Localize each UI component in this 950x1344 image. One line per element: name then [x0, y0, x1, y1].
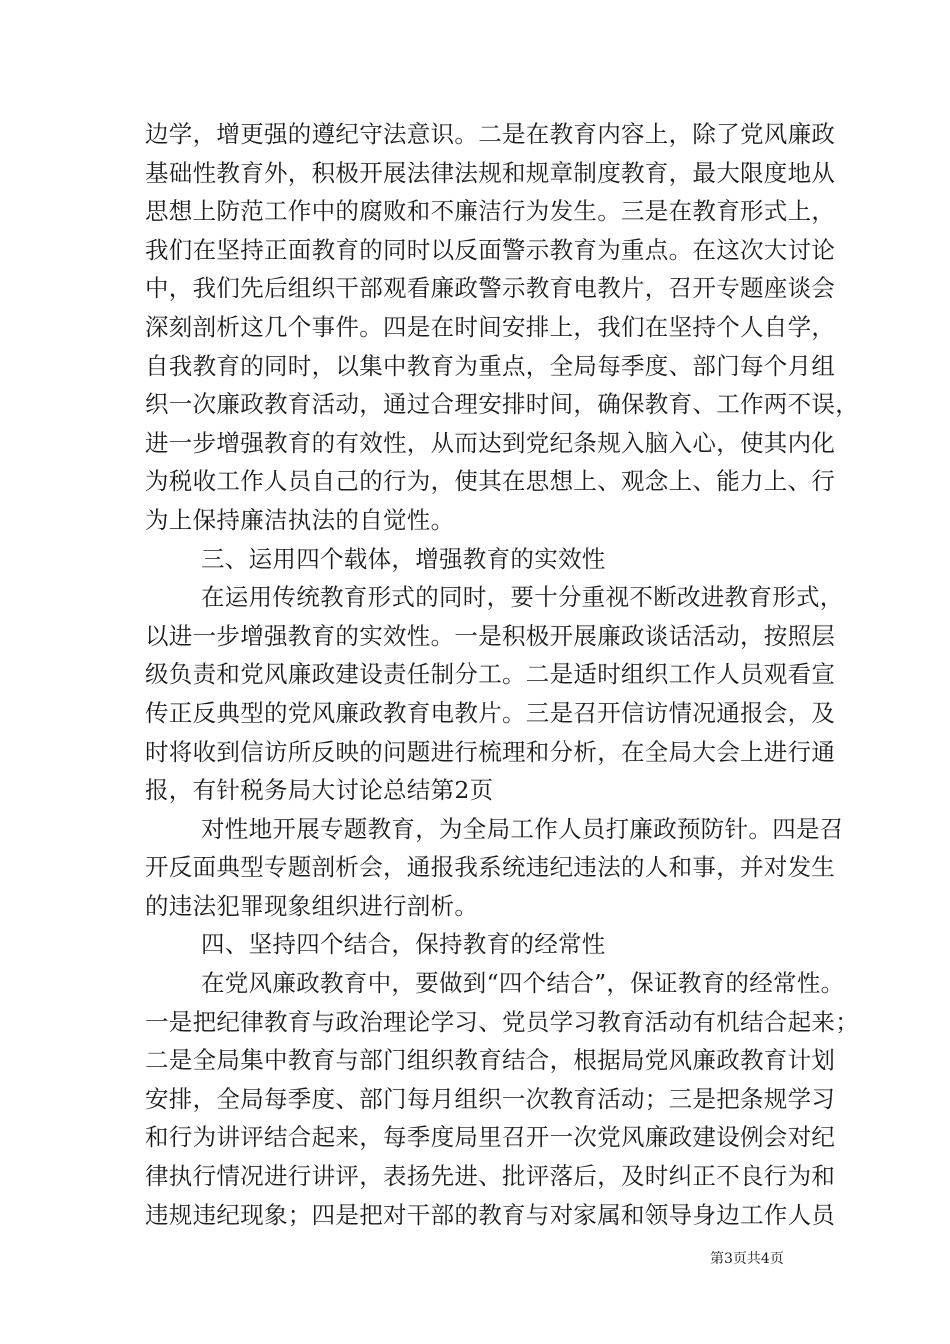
text-line: 的违法犯罪现象组织进行剖析。 [145, 891, 479, 920]
text-line: 安排，全局每季度、部门每月组织一次教育活动；三是把条规学习 [145, 1084, 836, 1113]
text-line: 织一次廉政教育活动，通过合理安排时间，确保教育、工作两不误， [145, 390, 859, 419]
text-line: 为上保持廉洁执法的自觉性。 [145, 505, 455, 534]
text-line: 三、运用四个载体，增强教育的实效性 [201, 544, 606, 573]
text-line: 违规违纪现象；四是把对干部的教育与对家属和领导身边工作人员 [145, 1200, 836, 1229]
text-line: 基础性教育外，积极开展法律法规和规章制度教育，最大限度地从 [145, 158, 836, 187]
text-line: 在运用传统教育形式的同时，要十分重视不断改进教育形式， [201, 583, 844, 612]
text-line: 对性地开展专题教育，为全局工作人员打廉政预防针。四是召 [201, 814, 844, 843]
text-line: 报，有针税务局大讨论总结第2页 [145, 776, 494, 805]
text-line: 和行为讲评结合起来，每季度局里召开一次党风廉政建设例会对纪 [145, 1123, 836, 1152]
text-line: 传正反典型的党风廉政教育电教片。三是召开信访情况通报会，及 [145, 698, 836, 727]
text-line: 四、坚持四个结合，保持教育的经常性 [201, 930, 606, 959]
text-line: 自我教育的同时，以集中教育为重点，全局每季度、部门每个月组 [145, 351, 836, 380]
text-line: 以进一步增强教育的实效性。一是积极开展廉政谈话活动，按照层 [145, 621, 836, 650]
text-line: 深刻剖析这几个事件。四是在时间安排上，我们在坚持个人自学， [145, 312, 836, 341]
text-line: 边学，增更强的遵纪守法意识。二是在教育内容上，除了党风廉政 [145, 120, 836, 148]
text-line: 进一步增强教育的有效性，从而达到党纪条规入脑入心，使其内化 [145, 428, 836, 457]
body-text [145, 115, 859, 1234]
text-line: 在党风廉政教育中，要做到“四个结合”，保证教育的经常性。 [201, 969, 845, 998]
text-line: 开反面典型专题剖析会，通报我系统违纪违法的人和事，并对发生 [145, 853, 836, 882]
text-line: 为税收工作人员自己的行为，使其在思想上、观念上、能力上、行 [145, 467, 836, 496]
text-line: 中，我们先后组织干部观看廉政警示教育电教片，召开专题座谈会 [145, 274, 836, 303]
text-line: 思想上防范工作中的腐败和不廉洁行为发生。三是在教育形式上， [145, 197, 836, 226]
text-line: 时将收到信访所反映的问题进行梳理和分析，在全局大会上进行通 [145, 737, 836, 766]
text-line: 我们在坚持正面教育的同时以反面警示教育为重点。在这次大讨论 [145, 235, 836, 264]
page-number-footer: 第3页共4页 [710, 1251, 784, 1267]
text-line: 一是把纪律教育与政治理论学习、党员学习教育活动有机结合起来； [145, 1007, 859, 1036]
text-line: 律执行情况进行讲评，表扬先进、批评落后，及时纠正不良行为和 [145, 1162, 836, 1191]
text-line: 二是全局集中教育与部门组织教育结合，根据局党风廉政教育计划 [145, 1046, 836, 1075]
text-line: 级负责和党风廉政建设责任制分工。二是适时组织工作人员观看宣 [145, 660, 836, 689]
